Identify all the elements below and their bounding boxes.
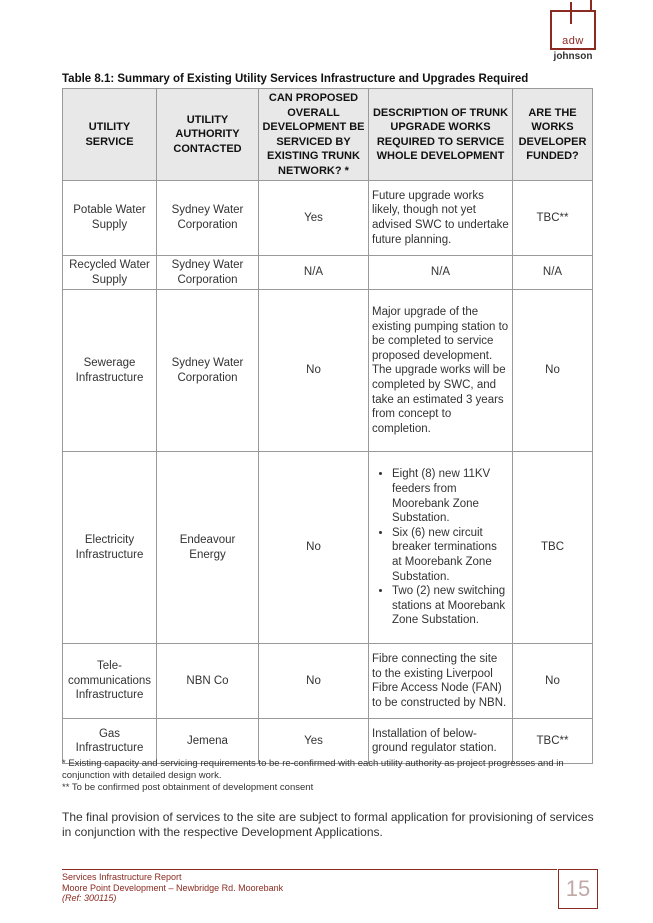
table-row	[63, 290, 593, 452]
table-row	[63, 644, 593, 719]
cell-service: Potable Water Supply	[63, 181, 157, 256]
table-row	[63, 181, 593, 256]
cell-funded: N/A	[513, 256, 593, 290]
cell-authority: Jemena	[157, 719, 259, 764]
page-number: 15	[558, 869, 598, 909]
table-title: Table 8.1: Summary of Existing Utility Services Infrastructure and Upgrades Required	[62, 73, 529, 85]
cell-funded: TBC**	[513, 181, 593, 256]
cell-authority: Endeavour Energy	[157, 452, 259, 644]
list-item: • Eight (8) new 11KV feeders from Moorebank Zone Substation.	[392, 467, 509, 525]
cell-description: Future upgrade works likely, though not yet advised SWC to undertake future planning.	[369, 181, 513, 256]
cell-description: N/A	[369, 256, 513, 290]
cell-service: Electricity Infrastructure	[63, 452, 157, 644]
header-utility-authority: UTILITY AUTHORITY CONTACTED	[157, 89, 259, 181]
cell-serviced: Yes	[259, 181, 369, 256]
logo-mark-text: adw	[562, 35, 584, 47]
footer-divider	[62, 869, 557, 870]
cell-funded: TBC**	[513, 719, 593, 764]
body-paragraph: The final provision of services to the site are subject to formal application for provisioning of services in conjunction with the respective Development Applications.	[62, 810, 594, 839]
table-row	[63, 719, 593, 764]
cell-serviced: N/A	[259, 256, 369, 290]
cell-service: Recycled Water Supply	[63, 256, 157, 290]
header-serviced-by-trunk: CAN PROPOSED OVERALL DEVELOPMENT BE SERVICED BY EXISTING TRUNK NETWORK? *	[259, 89, 369, 181]
cell-authority: Sydney Water Corporation	[157, 181, 259, 256]
footer-project: Moore Point Development – Newbridge Rd. Moorebank	[62, 882, 284, 893]
cell-description: Fibre connecting the site to the existing Liverpool Fibre Access Node (FAN) to be constructed by NBN.	[369, 644, 513, 719]
list-item: • Six (6) new circuit breaker terminations at Moorebank Zone Substation.	[392, 526, 509, 584]
cell-authority: Sydney Water Corporation	[157, 290, 259, 452]
cell-serviced: Yes	[259, 719, 369, 764]
header-upgrade-description: DESCRIPTION OF TRUNK UPGRADE WORKS REQUIRED TO SERVICE WHOLE DEVELOPMENT	[369, 89, 513, 181]
logo-name: johnson	[553, 51, 593, 62]
cell-description	[369, 452, 513, 644]
page-footer	[62, 872, 283, 904]
cell-description: Major upgrade of the existing pumping station to be completed to service proposed development. The upgrade works will be completed by SWC, and take an estimated 3 years from concept to completion.	[369, 290, 513, 452]
company-logo	[550, 10, 596, 62]
footer-reference: (Ref: 300115)	[62, 893, 117, 903]
cell-serviced: No	[259, 644, 369, 719]
list-item: • Two (2) new switching stations at Moorebank Zone Substation.	[392, 584, 509, 628]
cell-funded: TBC	[513, 452, 593, 644]
cell-service: Gas Infrastructure	[63, 719, 157, 764]
cell-serviced: No	[259, 452, 369, 644]
bullet-list	[372, 467, 509, 628]
header-developer-funded: ARE THE WORKS DEVELOPER FUNDED?	[513, 89, 593, 181]
footer-report-title: Services Infrastructure Report	[62, 872, 182, 882]
cell-authority: NBN Co	[157, 644, 259, 719]
cell-service: Tele-communications Infrastructure	[63, 644, 157, 719]
cell-funded: No	[513, 644, 593, 719]
table-notes	[62, 758, 592, 793]
table-row	[63, 256, 593, 290]
table-header-row	[63, 89, 593, 181]
utility-services-table	[62, 88, 593, 764]
table-row	[63, 452, 593, 644]
logo-mark	[550, 10, 596, 50]
cell-service: Sewerage Infrastructure	[63, 290, 157, 452]
note-to-be-confirmed: ** To be confirmed post obtainment of development consent	[62, 781, 314, 793]
note-existing-capacity: * Existing capacity and servicing requirements to be re-confirmed with each utility authority as project progresses and in conjunction with detailed design work.	[62, 758, 564, 781]
cell-funded: No	[513, 290, 593, 452]
cell-description: Installation of below-ground regulator station.	[369, 719, 513, 764]
header-utility-service: UTILITY SERVICE	[63, 89, 157, 181]
cell-serviced: No	[259, 290, 369, 452]
cell-authority: Sydney Water Corporation	[157, 256, 259, 290]
